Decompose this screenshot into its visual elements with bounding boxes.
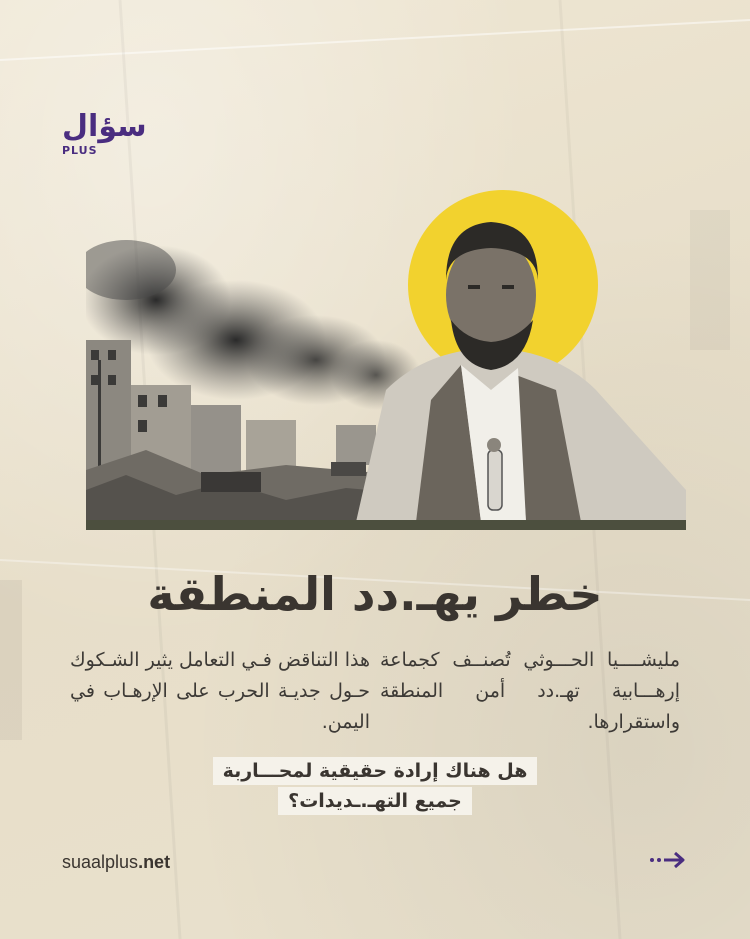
logo-arabic-text: سؤال bbox=[62, 109, 147, 144]
headline: خطر يهـ.دد المنطقة bbox=[147, 567, 603, 621]
question-line-1: هل هناك إرادة حقيقية لمحـــاربة bbox=[213, 757, 538, 785]
website-prefix: suaalplus bbox=[62, 852, 139, 872]
hero-illustration bbox=[86, 190, 686, 530]
arrow-right-icon[interactable] bbox=[648, 846, 688, 874]
website-link[interactable] bbox=[62, 852, 170, 873]
brand-logo bbox=[62, 109, 147, 157]
paragraph-left: هذا التناقض فـي التعامل يثير الشـكوك حـول جديـة الحرب على الإرهـاب في اليمن. bbox=[70, 649, 370, 733]
paragraph-right: مليشــــيا الحـــوثي تُصنــف كجماعة إرهـــابية تهـ.دد أمن المنطقة واستقرارها. bbox=[380, 649, 680, 733]
logo-plus-text: PLUS bbox=[62, 144, 98, 157]
question-block bbox=[0, 756, 750, 816]
question-line-2: جميع التهـ.ـديدات؟ bbox=[278, 787, 472, 815]
website-suffix: .net bbox=[138, 852, 171, 872]
